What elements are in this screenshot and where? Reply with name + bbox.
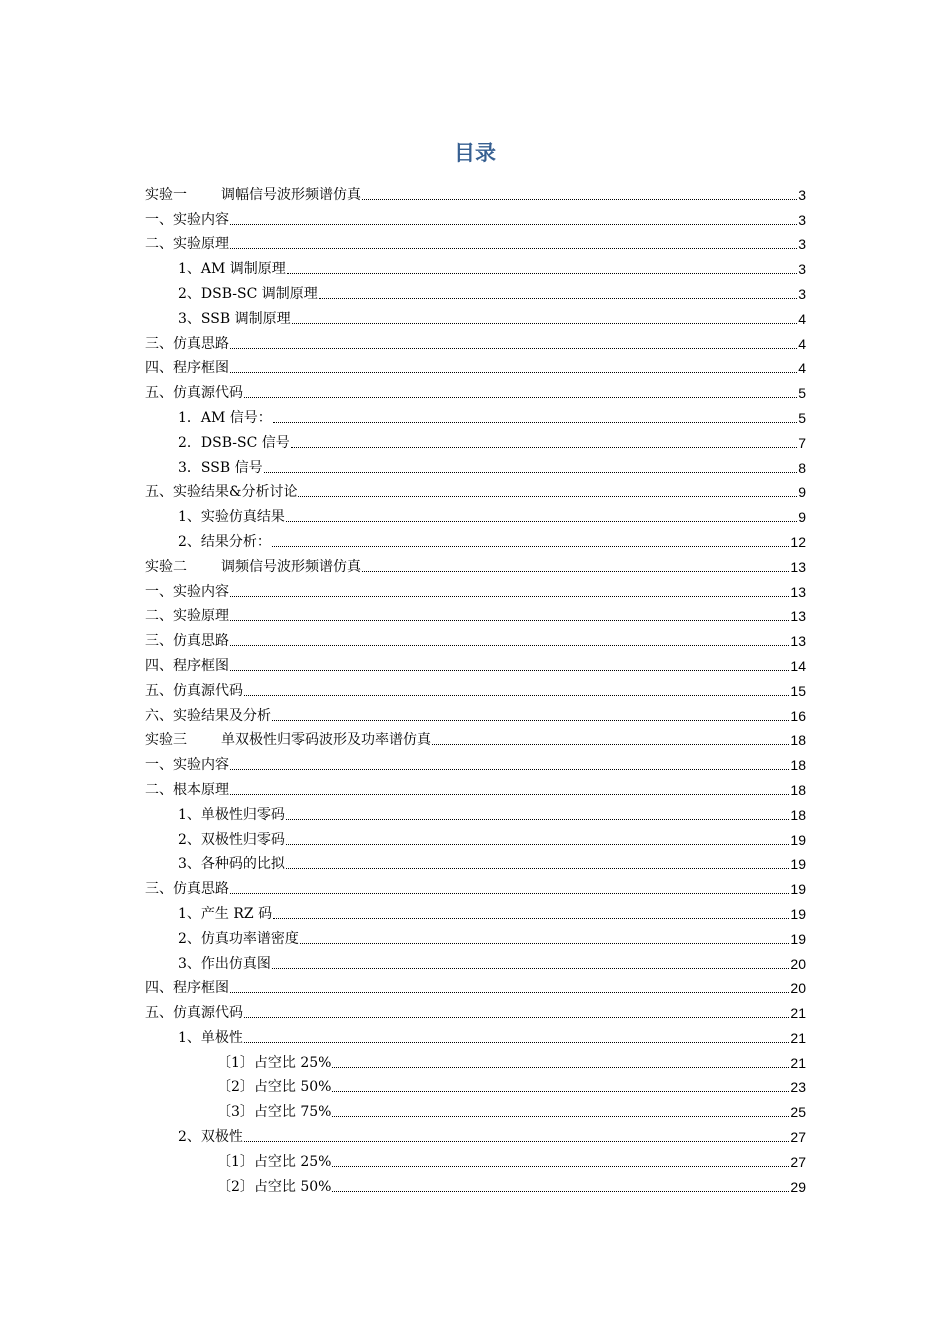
toc-page-number: 27 bbox=[790, 1153, 806, 1170]
dot-leader bbox=[244, 1017, 789, 1018]
toc-page-number: 29 bbox=[790, 1178, 806, 1195]
toc-entry-label: 三、仿真思路 bbox=[145, 633, 229, 650]
toc-entry-label: 2、结果分析： bbox=[178, 533, 271, 550]
toc-page-number: 12 bbox=[790, 533, 806, 550]
dot-leader bbox=[272, 546, 790, 547]
dot-leader bbox=[244, 1042, 790, 1043]
toc-page-number: 18 bbox=[790, 732, 806, 749]
toc-entry[interactable] bbox=[145, 1047, 806, 1072]
toc-entry-label: 3、作出仿真图 bbox=[178, 955, 271, 972]
toc-entry-label: 〔2〕占空比 50% bbox=[217, 1178, 332, 1195]
toc-title: 目录 bbox=[454, 140, 496, 165]
toc-entry[interactable] bbox=[145, 898, 806, 923]
toc-page-number: 4 bbox=[798, 360, 806, 377]
toc-entry-label: 2．DSB-SC 信号 bbox=[178, 434, 290, 451]
dot-leader bbox=[230, 248, 797, 249]
toc-entry[interactable] bbox=[145, 1072, 806, 1097]
toc-entry-label: 1、产生 RZ 码 bbox=[178, 905, 273, 922]
toc-entry[interactable] bbox=[145, 997, 806, 1022]
toc-entry-label: 二、实验原理 bbox=[145, 236, 229, 253]
toc-entry-label: 三、仿真思路 bbox=[145, 881, 229, 898]
toc-page-number: 20 bbox=[790, 980, 806, 997]
toc-entry[interactable] bbox=[145, 303, 806, 328]
toc-page-number: 3 bbox=[798, 186, 806, 203]
toc-entry[interactable] bbox=[145, 601, 806, 626]
toc-entry-label: 1、单极性 bbox=[178, 1029, 243, 1046]
dot-leader bbox=[264, 472, 798, 473]
dot-leader bbox=[362, 199, 797, 200]
toc-page-number: 13 bbox=[790, 583, 806, 600]
toc-entry-label: 〔1〕占空比 25% bbox=[217, 1054, 332, 1071]
dot-leader bbox=[230, 348, 797, 349]
dot-leader bbox=[272, 720, 789, 721]
dot-leader bbox=[292, 323, 798, 324]
toc-page-number: 21 bbox=[790, 1029, 806, 1046]
toc-entry[interactable] bbox=[145, 501, 806, 526]
dot-leader bbox=[230, 769, 789, 770]
dot-leader bbox=[272, 968, 790, 969]
toc-page-number: 3 bbox=[798, 261, 806, 278]
toc-entry[interactable] bbox=[145, 700, 806, 725]
toc-entry-label: 实验一 调幅信号波形频谱仿真 bbox=[145, 186, 361, 203]
toc-entry-label: 五、仿真源代码 bbox=[145, 385, 243, 402]
dot-leader bbox=[244, 397, 797, 398]
toc-entry-label: 1、AM 调制原理 bbox=[178, 261, 286, 278]
toc-entry-label: 3．SSB 信号 bbox=[178, 459, 263, 476]
dot-leader bbox=[332, 1166, 789, 1167]
dot-leader bbox=[432, 744, 789, 745]
dot-leader bbox=[230, 372, 797, 373]
toc-page-number: 13 bbox=[790, 608, 806, 625]
toc-page-number: 8 bbox=[798, 459, 806, 476]
dot-leader bbox=[230, 893, 789, 894]
toc-entry[interactable] bbox=[145, 774, 806, 799]
toc-page-number: 9 bbox=[798, 509, 806, 526]
dot-leader bbox=[286, 819, 790, 820]
dot-leader bbox=[362, 571, 789, 572]
toc-entry[interactable] bbox=[145, 576, 806, 601]
toc-page-number: 19 bbox=[790, 831, 806, 848]
toc-entry-label: 四、程序框图 bbox=[145, 657, 229, 674]
toc-entry[interactable] bbox=[145, 353, 806, 378]
toc-entry-label: 3、SSB 调制原理 bbox=[178, 310, 291, 327]
toc-page-number: 20 bbox=[790, 955, 806, 972]
dot-leader bbox=[332, 1116, 789, 1117]
toc-entry-label: 一、实验内容 bbox=[145, 757, 229, 774]
toc-page-number: 19 bbox=[790, 905, 806, 922]
toc-entry[interactable] bbox=[145, 452, 806, 477]
dot-leader bbox=[244, 1141, 790, 1142]
dot-leader bbox=[230, 620, 789, 621]
toc-entry[interactable] bbox=[145, 402, 806, 427]
toc-page-number: 25 bbox=[790, 1104, 806, 1121]
toc-page-number: 16 bbox=[790, 707, 806, 724]
toc-page-number: 3 bbox=[798, 211, 806, 228]
toc-entry[interactable] bbox=[145, 1146, 806, 1171]
toc-page-number: 18 bbox=[790, 806, 806, 823]
dot-leader bbox=[230, 794, 789, 795]
toc-entry-label: 一、实验内容 bbox=[145, 583, 229, 600]
toc-entry-label: 3、各种码的比拟 bbox=[178, 856, 285, 873]
toc-entry[interactable] bbox=[145, 749, 806, 774]
toc-entry[interactable] bbox=[145, 923, 806, 948]
toc-page-number: 19 bbox=[790, 930, 806, 947]
toc-entry-label: 四、程序框图 bbox=[145, 980, 229, 997]
toc-page-number: 19 bbox=[790, 856, 806, 873]
dot-leader bbox=[291, 447, 797, 448]
dot-leader bbox=[230, 645, 789, 646]
toc-page-number: 14 bbox=[790, 657, 806, 674]
toc-entry-label: 五、实验结果&分析讨论 bbox=[145, 484, 298, 501]
dot-leader bbox=[300, 943, 790, 944]
toc-entry[interactable] bbox=[145, 1096, 806, 1121]
toc-entry-label: 1．AM 信号： bbox=[178, 409, 272, 426]
dot-leader bbox=[286, 521, 797, 522]
toc-entry-label: 2、双极性归零码 bbox=[178, 831, 285, 848]
toc-entry[interactable] bbox=[145, 675, 806, 700]
toc-entry-label: 2、仿真功率谱密度 bbox=[178, 930, 299, 947]
toc-entry-label: 1、实验仿真结果 bbox=[178, 509, 285, 526]
toc-entry-label: 二、实验原理 bbox=[145, 608, 229, 625]
toc-entry-label: 三、仿真思路 bbox=[145, 335, 229, 352]
toc-entry[interactable] bbox=[145, 650, 806, 675]
toc-page-number: 27 bbox=[790, 1129, 806, 1146]
dot-leader bbox=[273, 918, 789, 919]
toc-entry[interactable] bbox=[145, 849, 806, 874]
toc-entry-label: 2、双极性 bbox=[178, 1129, 243, 1146]
toc-entry-label: 实验二 调频信号波形频谱仿真 bbox=[145, 558, 361, 575]
toc-entry-label: 〔1〕占空比 25% bbox=[217, 1153, 332, 1170]
toc-entry[interactable] bbox=[145, 253, 806, 278]
toc-entry[interactable] bbox=[145, 625, 806, 650]
toc-entry[interactable] bbox=[145, 725, 806, 750]
toc-page-number: 19 bbox=[790, 881, 806, 898]
toc-entry-label: 四、程序框图 bbox=[145, 360, 229, 377]
toc-page-number: 3 bbox=[798, 285, 806, 302]
toc-page-number: 9 bbox=[798, 484, 806, 501]
toc-entry[interactable] bbox=[145, 873, 806, 898]
toc-page-number: 23 bbox=[790, 1079, 806, 1096]
toc-entry-label: 〔2〕占空比 50% bbox=[217, 1079, 332, 1096]
toc-entry-label: 2、DSB-SC 调制原理 bbox=[178, 285, 318, 302]
toc-page-number: 4 bbox=[798, 335, 806, 352]
toc-page-number: 21 bbox=[790, 1054, 806, 1071]
dot-leader bbox=[332, 1067, 789, 1068]
toc-entry[interactable] bbox=[145, 526, 806, 551]
toc-entry[interactable] bbox=[145, 427, 806, 452]
toc-entry-label: 二、根本原理 bbox=[145, 781, 229, 798]
toc-entry[interactable] bbox=[145, 551, 806, 576]
dot-leader bbox=[244, 695, 789, 696]
dot-leader bbox=[230, 596, 789, 597]
toc-page-number: 21 bbox=[790, 1005, 806, 1022]
toc-entry[interactable] bbox=[145, 799, 806, 824]
toc-entry[interactable] bbox=[145, 229, 806, 254]
dot-leader bbox=[286, 868, 790, 869]
toc-page-number: 18 bbox=[790, 757, 806, 774]
toc-entry-label: 〔3〕占空比 75% bbox=[217, 1104, 332, 1121]
dot-leader bbox=[332, 1091, 789, 1092]
toc-page-number: 4 bbox=[798, 310, 806, 327]
toc-entry[interactable] bbox=[145, 477, 806, 502]
toc-page-number: 13 bbox=[790, 633, 806, 650]
toc-entry[interactable] bbox=[145, 824, 806, 849]
toc-entry[interactable] bbox=[145, 328, 806, 353]
dot-leader bbox=[230, 224, 797, 225]
dot-leader bbox=[273, 422, 797, 423]
toc-entry[interactable] bbox=[145, 377, 806, 402]
dot-leader bbox=[298, 496, 797, 497]
toc-page-number: 18 bbox=[790, 781, 806, 798]
toc-page-number: 5 bbox=[798, 385, 806, 402]
dot-leader bbox=[230, 670, 789, 671]
toc-page-number: 3 bbox=[798, 236, 806, 253]
toc-entry-label: 1、单极性归零码 bbox=[178, 806, 285, 823]
toc-page-number: 7 bbox=[798, 434, 806, 451]
toc-entry[interactable] bbox=[145, 1171, 806, 1196]
toc-entry-label: 六、实验结果及分析 bbox=[145, 707, 271, 724]
toc-entry[interactable] bbox=[145, 948, 806, 973]
toc-page-number: 13 bbox=[790, 558, 806, 575]
dot-leader bbox=[287, 273, 797, 274]
toc-entry[interactable] bbox=[145, 973, 806, 998]
toc-page-number: 15 bbox=[790, 682, 806, 699]
toc-entry-label: 五、仿真源代码 bbox=[145, 682, 243, 699]
table-of-contents bbox=[145, 179, 806, 1196]
dot-leader bbox=[286, 844, 790, 845]
toc-entry[interactable] bbox=[145, 1022, 806, 1047]
toc-entry[interactable] bbox=[145, 1121, 806, 1146]
toc-entry-label: 五、仿真源代码 bbox=[145, 1005, 243, 1022]
toc-entry[interactable] bbox=[145, 204, 806, 229]
dot-leader bbox=[230, 992, 789, 993]
dot-leader bbox=[332, 1191, 789, 1192]
dot-leader bbox=[319, 298, 797, 299]
toc-entry-label: 一、实验内容 bbox=[145, 211, 229, 228]
toc-entry-label: 实验三 单双极性归零码波形及功率谱仿真 bbox=[145, 732, 431, 749]
toc-page-number: 5 bbox=[798, 409, 806, 426]
toc-entry[interactable] bbox=[145, 278, 806, 303]
toc-entry[interactable] bbox=[145, 179, 806, 204]
